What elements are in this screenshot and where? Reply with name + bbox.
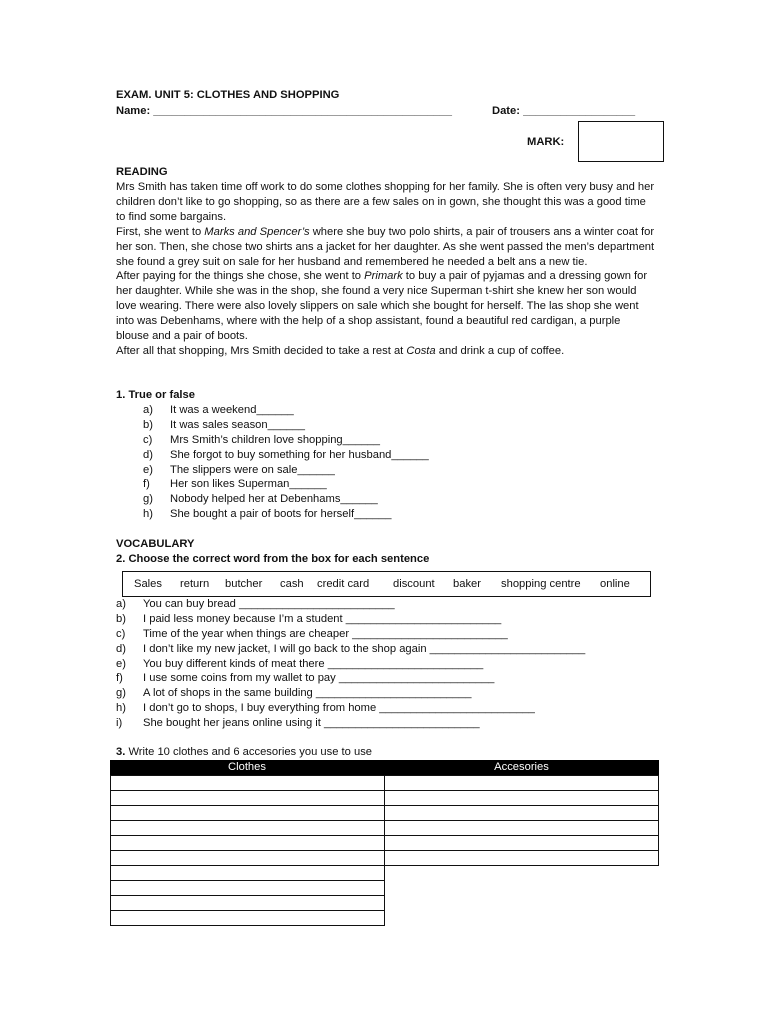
word-option: Sales <box>134 578 162 590</box>
true-false-item <box>143 433 429 448</box>
item-letter: c) <box>116 627 126 640</box>
clothes-cell <box>110 835 385 851</box>
word-option: baker <box>453 578 481 590</box>
reading-text: and drink a cup of coffee. <box>435 344 565 357</box>
item-letter: f) <box>116 672 123 685</box>
item-text: Time of the year when things are cheaper _________________________ <box>143 627 508 640</box>
vocabulary-sentence <box>116 642 585 657</box>
accessory-cell <box>384 805 659 821</box>
clothes-cell <box>110 910 385 926</box>
item-letter: a) <box>116 598 126 610</box>
reading-text: After all that shopping, Mrs Smith decided to take a rest at <box>116 344 407 357</box>
reading-text: First, she went to <box>116 225 205 238</box>
vocabulary-sentence <box>116 716 585 731</box>
true-false-heading: 1. True or false <box>116 389 195 401</box>
true-false-item <box>143 477 429 492</box>
item-text: It was a weekend______ <box>170 404 294 416</box>
reading-passage <box>116 180 656 359</box>
exam-title: EXAM. UNIT 5: CLOTHES AND SHOPPING <box>116 89 340 101</box>
item-letter: a) <box>143 404 153 416</box>
vocabulary-sentences <box>116 597 585 731</box>
word-option: shopping centre <box>501 578 581 590</box>
reading-paragraph <box>116 344 656 359</box>
accessory-cell <box>384 850 659 866</box>
true-false-item <box>143 418 429 433</box>
item-text: I paid less money because I’m a student _________________________ <box>143 612 502 625</box>
item-text: I use some coins from my wallet to pay _________________________ <box>143 672 495 685</box>
accessory-cell <box>384 820 659 836</box>
item-text: You buy different kinds of meat there _________________________ <box>143 657 484 670</box>
item-text: You can buy bread _________________________ <box>143 598 395 610</box>
item-text: Her son likes Superman______ <box>170 478 327 491</box>
item-text: A lot of shops in the same building _________________________ <box>143 687 472 700</box>
vocabulary-heading: 2. Choose the correct word from the box for each sentence <box>116 553 430 565</box>
vocabulary-sentence <box>116 627 585 642</box>
true-false-item <box>143 463 429 478</box>
item-letter: d) <box>116 642 126 655</box>
item-text: She forgot to buy something for her husband______ <box>170 448 429 461</box>
date-field-line: Date: __________________ <box>492 105 636 117</box>
reading-text: After paying for the things she chose, she went to <box>116 270 365 283</box>
shop-name: Primark <box>364 270 403 283</box>
word-option: discount <box>393 578 435 590</box>
word-box <box>122 571 651 597</box>
clothes-cell <box>110 775 385 791</box>
item-letter: b) <box>116 612 126 625</box>
clothes-column-header: Clothes <box>228 761 266 773</box>
item-text: Mrs Smith’s children love shopping______ <box>170 433 380 446</box>
item-text: She bought her jeans online using it _________________________ <box>143 717 480 730</box>
true-false-list <box>143 403 429 522</box>
reading-paragraph <box>116 225 656 270</box>
item-letter: e) <box>143 463 153 476</box>
task3-number: 3. <box>116 746 126 758</box>
shop-name: Marks and Spencer’s <box>204 225 310 238</box>
item-letter: f) <box>143 478 150 491</box>
mark-box <box>578 121 664 162</box>
true-false-item <box>143 507 429 522</box>
accessories-column-header: Accesories <box>494 761 549 773</box>
true-false-item <box>143 492 429 507</box>
item-text: Nobody helped her at Debenhams______ <box>170 493 378 506</box>
vocabulary-sentence <box>116 612 585 627</box>
clothes-cell <box>110 790 385 806</box>
shop-name: Costa <box>406 344 436 357</box>
item-text: It was sales season______ <box>170 418 305 431</box>
item-letter: b) <box>143 418 153 431</box>
item-text: I don’t like my new jacket, I will go back to the shop again _________________________ <box>143 642 586 655</box>
word-option: butcher <box>225 578 263 590</box>
item-text: The slippers were on sale______ <box>170 463 335 476</box>
accessory-cell <box>384 835 659 851</box>
item-letter: h) <box>143 508 153 521</box>
reading-text: where she buy two polo shirts, a pair of trousers ans a winter coat for her son. Then, she chose two shirts ans a jacket for her daughter. As she went passed the men’s department she found a grey suit on sale for her husband and remembered he needed a belt ans a new tie. <box>116 225 655 268</box>
reading-text: to buy a pair of pyjamas and a dressing gown for her daughter. While she was in the shop, she found a very nice Superman t-shirt she knew her son would love wearing. There were also lovely slippers on sale which she bought for herself. The las shop she went into was Debenhams, where with the help of a shop assistant, found a beautiful red cardigan, a purple blouse and a pair of boots. <box>116 270 648 343</box>
item-letter: e) <box>116 657 126 670</box>
word-option: credit card <box>317 578 370 590</box>
clothes-cell <box>110 880 385 896</box>
reading-text: Mrs Smith has taken time off work to do some clothes shopping for her family. She is often very busy and her children don’t like to go shopping, so as there are a few sales on in gown, she thought this was a good time to find some bargains. <box>116 181 655 223</box>
item-letter: c) <box>143 433 153 446</box>
true-false-item <box>143 403 429 418</box>
item-letter: d) <box>143 448 153 461</box>
word-option: return <box>180 578 210 590</box>
vocabulary-title: VOCABULARY <box>116 538 195 550</box>
vocabulary-sentence <box>116 657 585 672</box>
item-letter: h) <box>116 702 126 715</box>
reading-paragraph <box>116 269 656 344</box>
item-text: I don’t go to shops, I buy everything from home _________________________ <box>143 702 535 715</box>
clothes-cell <box>110 895 385 911</box>
vocabulary-sentence <box>116 597 585 612</box>
table-header <box>110 760 659 775</box>
accessory-cell <box>384 775 659 791</box>
clothes-cell <box>110 820 385 836</box>
task3-text: Write 10 clothes and 6 accesories you use to use <box>125 746 373 758</box>
vocabulary-sentence <box>116 701 585 716</box>
mark-label: MARK: <box>527 136 565 148</box>
clothes-cell <box>110 850 385 866</box>
true-false-item <box>143 448 429 463</box>
task3-instruction <box>116 745 372 760</box>
clothes-cell <box>110 865 385 881</box>
item-text: She bought a pair of boots for herself______ <box>170 508 392 521</box>
clothes-cell <box>110 805 385 821</box>
word-option: online <box>600 578 630 590</box>
vocabulary-sentence <box>116 671 585 686</box>
accessory-cell <box>384 790 659 806</box>
item-letter: i) <box>116 717 123 730</box>
reading-title: READING <box>116 166 168 178</box>
reading-paragraph <box>116 180 656 225</box>
item-letter: g) <box>143 493 153 506</box>
name-field-line: Name: ________________________________________________ <box>116 105 452 117</box>
item-letter: g) <box>116 687 126 700</box>
vocabulary-sentence <box>116 686 585 701</box>
word-option: cash <box>280 578 304 590</box>
